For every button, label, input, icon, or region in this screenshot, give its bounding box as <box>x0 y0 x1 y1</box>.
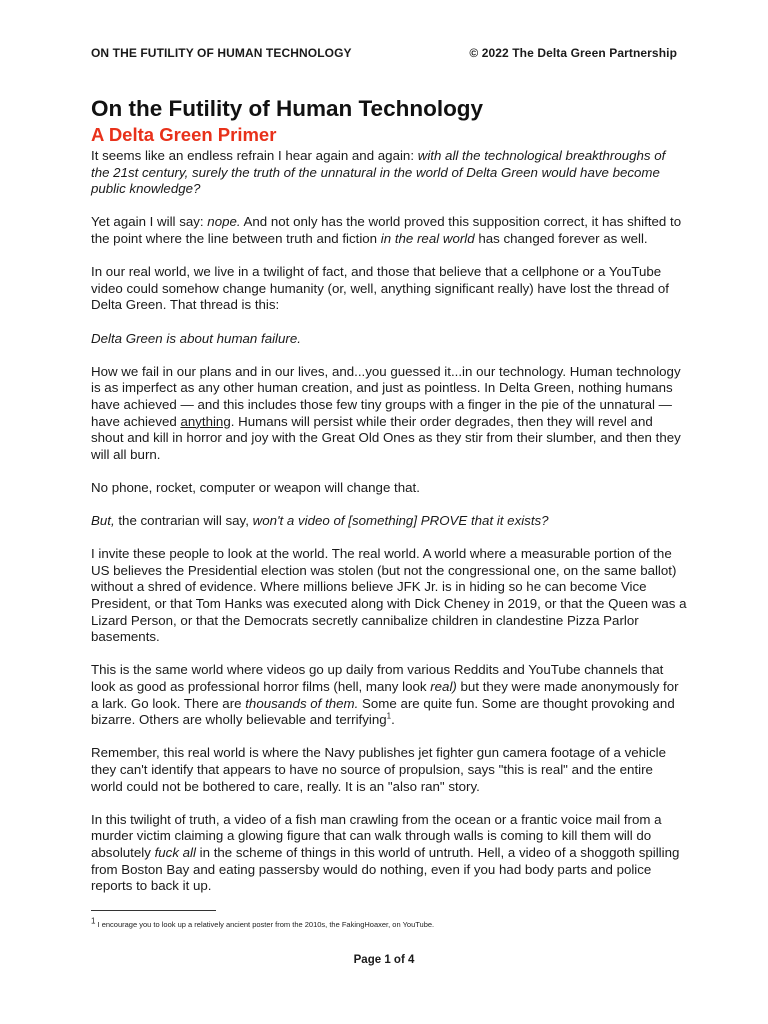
italic-run: But, <box>91 513 115 529</box>
text-run: the contrarian will say, <box>114 513 253 529</box>
page-number: Page 1 of 4 <box>353 954 415 966</box>
running-header <box>91 46 677 60</box>
text-run: In this twilight of truth, a video of a fish man crawling from the ocean or a frantic voice mail from a murder victim claiming a glowing figure that can walk through walls is coming to kill them will do absolutely <box>91 811 662 860</box>
paragraph-7 <box>91 513 687 530</box>
text-run: in the scheme of things in this world of untruth. Hell, a video of a shoggoth spilling from Boston Bay and eating passersby would do nothing, even if you had body parts and police reports to back it up. <box>91 844 680 894</box>
paragraph-4 <box>91 331 687 348</box>
footnote <box>91 916 435 929</box>
text-run: has changed forever as well. <box>474 230 648 246</box>
paragraph-9 <box>91 662 687 728</box>
text-run: Some are quite fun. Some are thought provoking and bizarre. Others are wholly believable and terrifying <box>91 695 675 728</box>
italic-run: thousands of them. <box>245 695 359 711</box>
text-run: but they were made anonymously for a lark. Go look. There are <box>91 679 679 711</box>
paragraph-11 <box>91 812 687 895</box>
italic-run: with all the technological breakthroughs of the 21st century, surely the truth of the unnatural in the world of Delta Green would have become public knowledge? <box>91 148 666 197</box>
footnote-divider <box>91 910 216 911</box>
document-title: On the Futility of Human Technology <box>91 96 484 121</box>
paragraph-5 <box>91 364 687 464</box>
paragraph-1 <box>91 148 687 198</box>
text-run: This is the same world where videos go up daily from various Reddits and YouTube channels that look as good as professional horror films (hell, many look <box>91 662 664 694</box>
underlined-run: anything <box>180 413 231 429</box>
footnote-marker: 1 <box>91 916 96 926</box>
italic-run: won't a video of [something] PROVE that it exists? <box>252 513 549 529</box>
text-run: Yet again I will say: <box>91 214 208 230</box>
text-run: And not only has the world proved this supposition correct, it has shifted to the point where the line between truth and fiction <box>91 214 682 246</box>
paragraph-8: I invite these people to look at the world. The real world. A world where a measurable portion of the US believes the Presidential election was stolen (but not the congressional one, on the same ballot) without a shred of evidence. Where millions believe JFK Jr. is in hiding so he can become Vice President, or that Tom Hanks was executed along with Dick Cheney in 2019, or that the Queen was a Lizard Person, or that the Democrats secretly cannibalize children in clandestine Pizza Parlor basements. <box>91 546 687 645</box>
footnote-text: I encourage you to look up a relatively ancient poster from the 2010s, the FakingHoaxer, on YouTube. <box>95 920 435 929</box>
italic-run: fuck all <box>154 844 196 860</box>
text-run: . <box>391 712 395 728</box>
paragraph-10: Remember, this real world is where the Navy publishes jet fighter gun camera footage of a vehicle they can't identify that appears to have no source of propulsion, says "this is real" and the entire world could not be bothered to care, really. It is an "also ran" story. <box>91 745 667 794</box>
footnote-reference[interactable]: 1 <box>386 711 392 721</box>
text-run: . Humans will persist while their order degrades, then they will revel and shout and kill in horror and joy with the Great Old Ones as they stir from their slumber, and then they will all burn. <box>91 413 681 462</box>
italic-run: nope. <box>207 214 241 230</box>
italic-run: Delta Green is about human failure. <box>91 330 301 346</box>
document-subtitle: A Delta Green Primer <box>91 124 277 145</box>
body-text <box>91 148 687 911</box>
italic-run: in the real world <box>380 230 475 246</box>
paragraph-3: In our real world, we live in a twilight of fact, and those that believe that a cellphone or a YouTube video could somehow change humanity (or, well, anything significant really) have lost the thread of Delta Green. That thread is this: <box>91 264 669 313</box>
text-run: How we fail in our plans and in our lives, and...you guessed it...in our technology. Human technology is as imperfect as any other human creation, and just as pointless. In Delta Green, nothing humans have achieved — and this includes those few tiny groups with a finger in the pie of the unnatural — have achieved <box>91 363 681 429</box>
italic-run: real) <box>430 679 457 694</box>
text-run: It seems like an endless refrain I hear again and again: <box>91 148 418 163</box>
paragraph-6: No phone, rocket, computer or weapon will change that. <box>91 479 420 495</box>
header-copyright: © 2022 The Delta Green Partnership <box>469 46 677 60</box>
header-title: ON THE FUTILITY OF HUMAN TECHNOLOGY <box>91 46 352 60</box>
paragraph-2 <box>91 214 687 247</box>
